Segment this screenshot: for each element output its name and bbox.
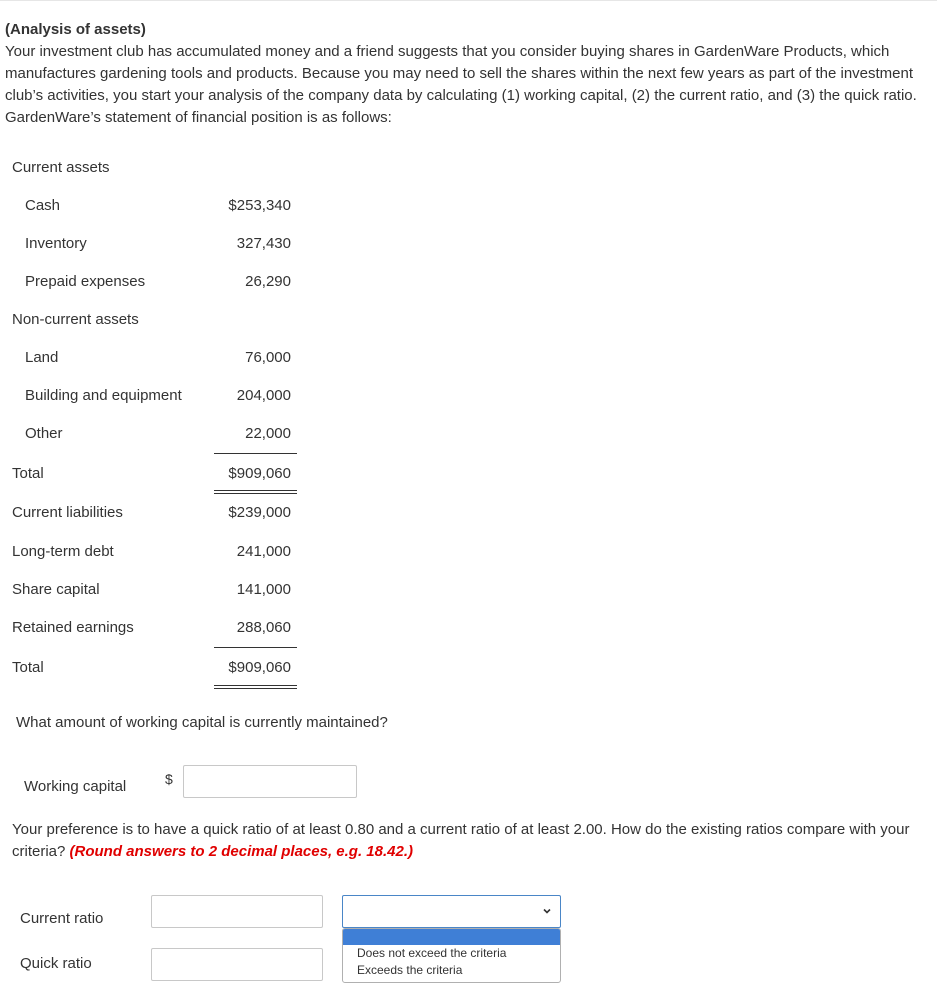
statement-row-retained-earnings	[12, 609, 291, 647]
working-capital-input[interactable]	[183, 765, 357, 798]
statement-row-current-liabilities	[12, 494, 291, 532]
row-label: Building and equipment	[25, 387, 182, 404]
statement-row-building	[25, 377, 291, 415]
top-divider	[0, 0, 937, 1]
statement-row-share-capital	[12, 571, 291, 609]
rounding-note: (Round answers to 2 decimal places, e.g. 18.42.)	[69, 843, 413, 860]
row-label: Long-term debt	[12, 543, 114, 560]
statement-row-other	[25, 415, 291, 453]
dropdown-option-does-not-exceed[interactable]: Does not exceed the criteria	[357, 946, 507, 960]
criteria-question: Your preference is to have a quick ratio of at least 0.80 and a current ratio of at least 2.00. How do the existing ratios compare with your criteria?	[12, 821, 910, 860]
current-assets-heading: Current assets	[12, 159, 110, 176]
criteria-text	[12, 819, 912, 863]
working-capital-label: Working capital	[24, 778, 127, 795]
statement-row-inventory	[25, 225, 291, 263]
row-label: Current liabilities	[12, 504, 123, 521]
row-label: Inventory	[25, 235, 87, 252]
statement-row-prepaid	[25, 263, 291, 301]
row-value: 22,000	[245, 425, 291, 442]
quick-ratio-label: Quick ratio	[20, 955, 92, 972]
row-label: Retained earnings	[12, 619, 134, 636]
row-label: Total	[12, 465, 44, 482]
statement-row-cash	[25, 187, 291, 225]
currency-symbol: $	[165, 771, 173, 787]
total-double-rule	[214, 685, 297, 689]
row-value: 204,000	[236, 387, 291, 404]
row-value: 26,290	[245, 273, 291, 290]
row-label: Land	[25, 349, 59, 366]
subtotal-rule	[214, 647, 297, 648]
noncurrent-assets-heading: Non-current assets	[12, 311, 139, 328]
row-value: 241,000	[236, 543, 291, 560]
row-value: $253,340	[228, 197, 291, 214]
current-ratio-label: Current ratio	[20, 910, 104, 927]
problem-text: Your investment club has accumulated money and a friend suggests that you consider buying shares in GardenWare Products, which manufactures gardening tools and products. Because you may need to sell the shares within the next few years as part of the investment club’s activities, you start your analysis of the company data by calculating (1) working capital, (2) the current ratio, and (3) the quick ratio. GardenWare’s statement of financial position is as follows:	[5, 43, 917, 126]
chevron-down-icon[interactable]	[542, 905, 552, 919]
row-value: 76,000	[245, 349, 291, 366]
row-label: Share capital	[12, 581, 100, 598]
quick-ratio-input[interactable]	[151, 948, 323, 981]
row-label: Total	[12, 659, 44, 676]
current-ratio-comparison-select[interactable]	[342, 895, 561, 928]
row-value: $909,060	[228, 465, 291, 482]
statement-row-long-term-debt	[12, 533, 291, 571]
dropdown-option-exceeds[interactable]: Exceeds the criteria	[357, 963, 463, 977]
row-value: 288,060	[236, 619, 291, 636]
row-label: Cash	[25, 197, 61, 214]
row-value: $239,000	[228, 504, 291, 521]
working-capital-question: What amount of working capital is currently maintained?	[16, 714, 388, 731]
statement-row-land	[25, 339, 291, 377]
problem-intro	[5, 19, 933, 129]
statement-row-total-liabilities	[12, 649, 291, 687]
row-value: $909,060	[228, 659, 291, 676]
dropdown-highlighted-option[interactable]	[343, 929, 560, 945]
statement-row-total-assets	[12, 455, 291, 493]
row-label: Other	[25, 425, 63, 442]
comparison-dropdown-list	[342, 928, 561, 983]
row-value: 141,000	[236, 581, 291, 598]
row-value: 327,430	[236, 235, 291, 252]
current-ratio-input[interactable]	[151, 895, 323, 928]
problem-title: (Analysis of assets)	[5, 21, 146, 38]
row-label: Prepaid expenses	[25, 273, 146, 290]
subtotal-rule	[214, 453, 297, 454]
